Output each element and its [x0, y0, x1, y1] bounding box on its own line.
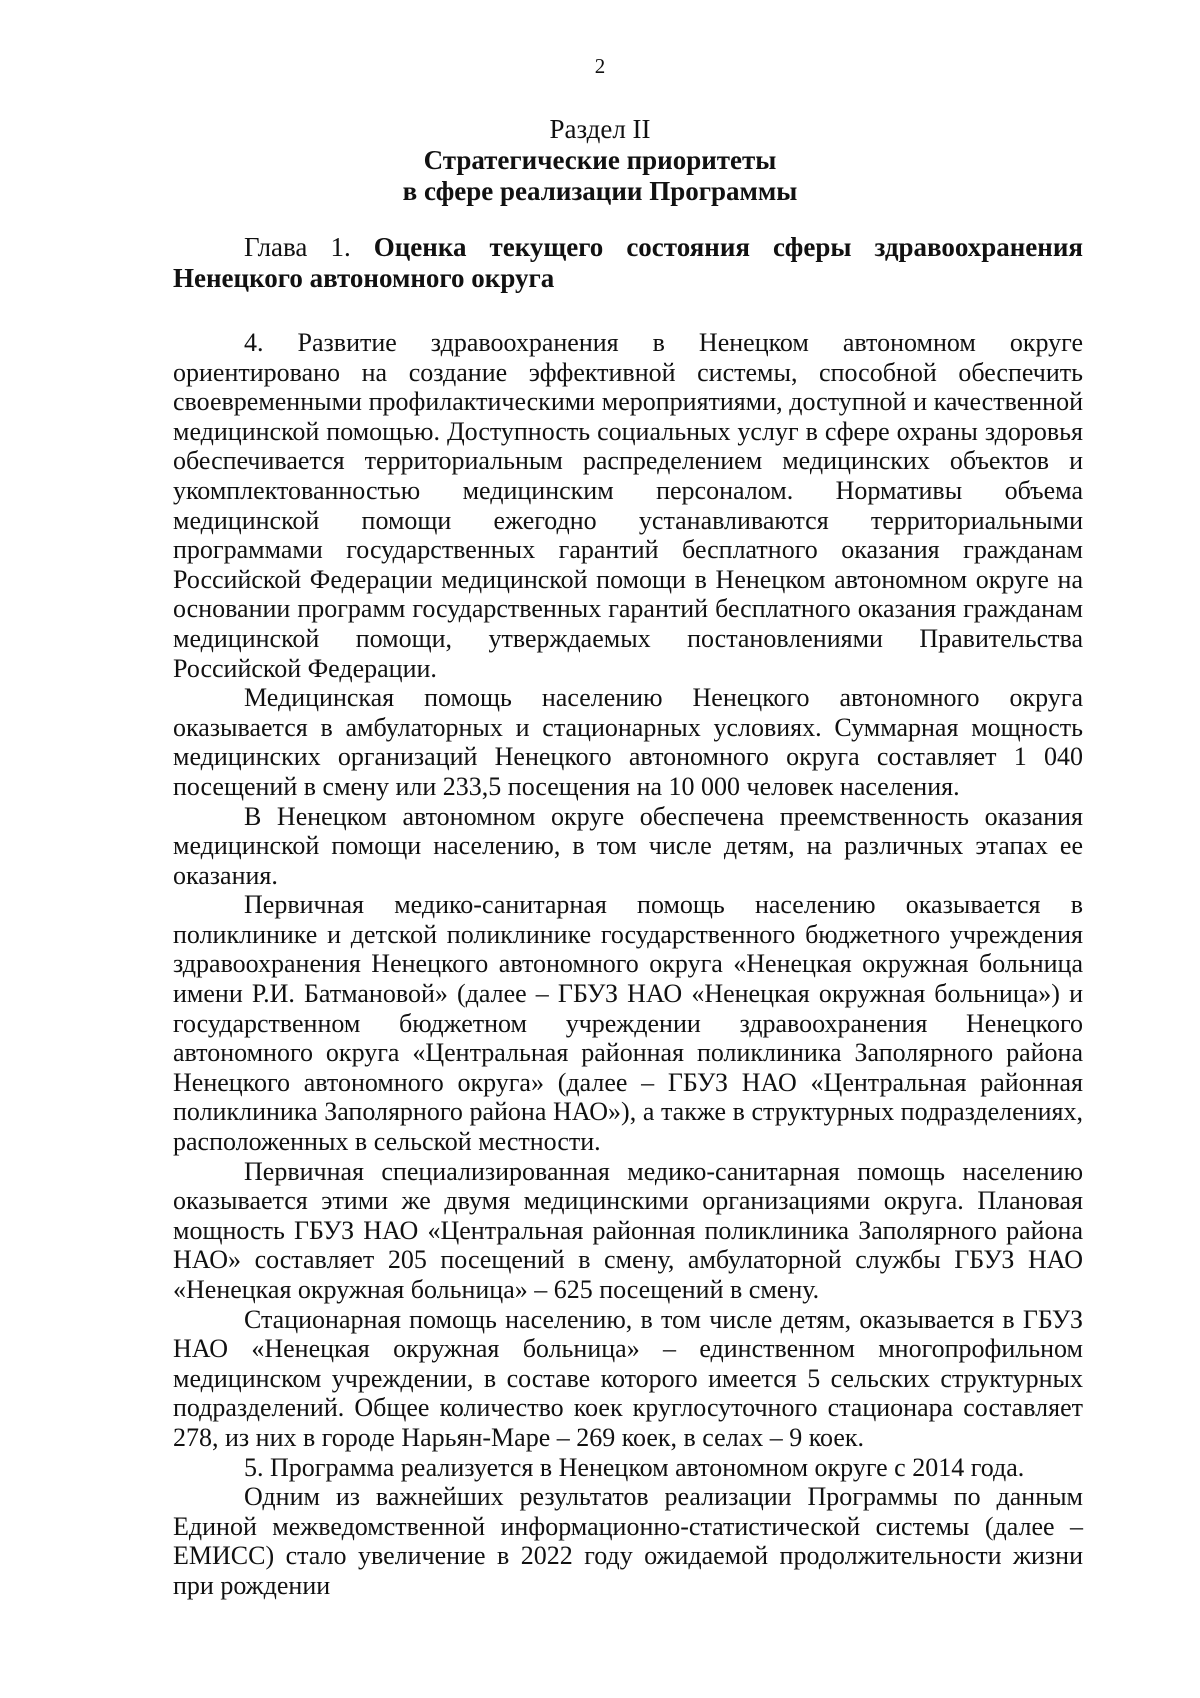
section-heading [0, 114, 1200, 207]
paragraph-5: Первичная специализированная медико-санитарная помощь населению оказывается этими же двумя медицинскими организациями округа. Плановая мощность ГБУЗ НАО «Центральная районная поликлиника Заполярного района НАО» составляет 205 посещений в смену, амбулаторной службы ГБУЗ НАО «Ненецкая окружная больница» – 625 посещений в смену. [173, 1156, 1083, 1304]
section-title-line-1: Стратегические приоритеты [423, 145, 777, 175]
paragraph-1: 4. Развитие здравоохранения в Ненецком автономном округе ориентировано на создание эффективной системы, способной обеспечить своевременными профилактическими мероприятиями, доступной и качественной медицинской помощью. Доступность социальных услуг в сфере охраны здоровья обеспечивается территориальным распределением медицинских объектов и укомплектованностью медицинским персоналом. Нормативы объема медицинской помощи ежегодно устанавливаются территориальными программами государственных гарантий бесплатного оказания гражданам Российской Федерации медицинской помощи в Ненецком автономном округе на основании программ государственных гарантий бесплатного оказания гражданам медицинской помощи, утверждаемых постановлениями Правительства Российской Федерации. [173, 328, 1083, 683]
chapter-title: Оценка текущего состояния сферы здравоохранения Ненецкого автономного округа [173, 232, 1083, 293]
paragraph-2: Медицинская помощь населению Ненецкого автономного округа оказывается в амбулаторных и стационарных условиях. Суммарная мощность медицинских организаций Ненецкого автономного округа составляет 1 040 посещений в смену или 233,5 посещения на 10 000 человек населения. [173, 683, 1083, 801]
paragraph-6: Стационарная помощь населению, в том числе детям, оказывается в ГБУЗ НАО «Ненецкая окружная больница» – единственном многопрофильном медицинском учреждении, в составе которого имеется 5 сельских структурных подразделений. Общее количество коек круглосуточного стационара составляет 278, из них в городе Нарьян-Маре – 269 коек, в селах – 9 коек. [173, 1304, 1083, 1452]
paragraph-8: Одним из важнейших результатов реализации Программы по данным Единой межведомственной информационно-статистической системы (далее – ЕМИСС) стало увеличение в 2022 году ожидаемой продолжительности жизни при рождении [173, 1482, 1083, 1600]
paragraph-4: Первичная медико-санитарная помощь населению оказывается в поликлинике и детской поликлинике государственного бюджетного учреждения здравоохранения Ненецкого автономного округа «Ненецкая окружная больница имени Р.И. Батмановой» (далее – ГБУЗ НАО «Ненецкая окружная больница») и государственном бюджетном учреждении здравоохранения Ненецкого автономного округа «Центральная районная поликлиника Заполярного района Ненецкого автономного округа» (далее – ГБУЗ НАО «Центральная районная поликлиника Заполярного района НАО»), а также в структурных подразделениях, расположенных в сельской местности. [173, 890, 1083, 1157]
body-text [173, 328, 1083, 1601]
chapter-heading [173, 232, 1083, 294]
paragraph-7: 5. Программа реализуется в Ненецком автономном округе с 2014 года. [244, 1452, 1025, 1482]
page-number: 2 [594, 54, 606, 78]
section-label: Раздел II [549, 114, 651, 144]
section-title-line-2: в сфере реализации Программы [402, 176, 798, 206]
chapter-label: Глава 1. [244, 232, 374, 262]
paragraph-3: В Ненецком автономном округе обеспечена преемственность оказания медицинской помощи населению, в том числе детям, на различных этапах ее оказания. [173, 801, 1083, 890]
